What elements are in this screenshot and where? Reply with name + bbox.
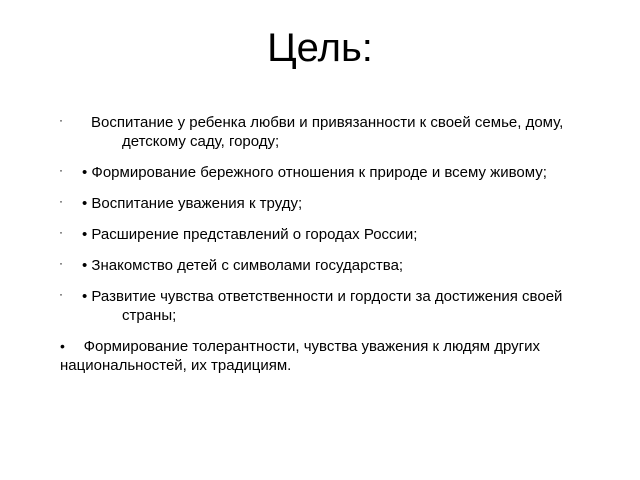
bullet-text: • Знакомство детей с символами государства; [82,257,404,274]
list-item [0,225,640,244]
bullet-marker: · [59,113,63,127]
bullet-text: • Развитие чувства ответственности и гордости за достижения своей страны; [82,288,563,324]
bullet-text [60,337,612,375]
bullet-text-content: Формирование толерантности, чувства уважения к людям других национальностей, их традициям. [60,338,541,374]
bullet-marker: · [59,256,63,270]
list-item-last [0,337,640,375]
bullet-marker: · [59,225,63,239]
bullet-marker: · [59,163,63,177]
bullet-text: • Воспитание уважения к труду; [82,195,303,212]
bullet-list [0,113,640,387]
list-item [0,256,640,275]
list-item [0,113,640,151]
bullet-marker: · [59,287,63,301]
slide-title: Цель: [267,26,373,70]
list-item [0,194,640,213]
bullet-text: • Формирование бережного отношения к природе и всему живому; [82,164,547,181]
bullet-dot: • [60,338,65,354]
list-item [0,287,640,325]
list-item [0,163,640,182]
bullet-text: Воспитание у ребенка любви и привязанности к своей семье, дому, детскому саду, городу; [91,114,564,150]
bullet-text: • Расширение представлений о городах России; [82,226,418,243]
bullet-marker: · [59,194,63,208]
